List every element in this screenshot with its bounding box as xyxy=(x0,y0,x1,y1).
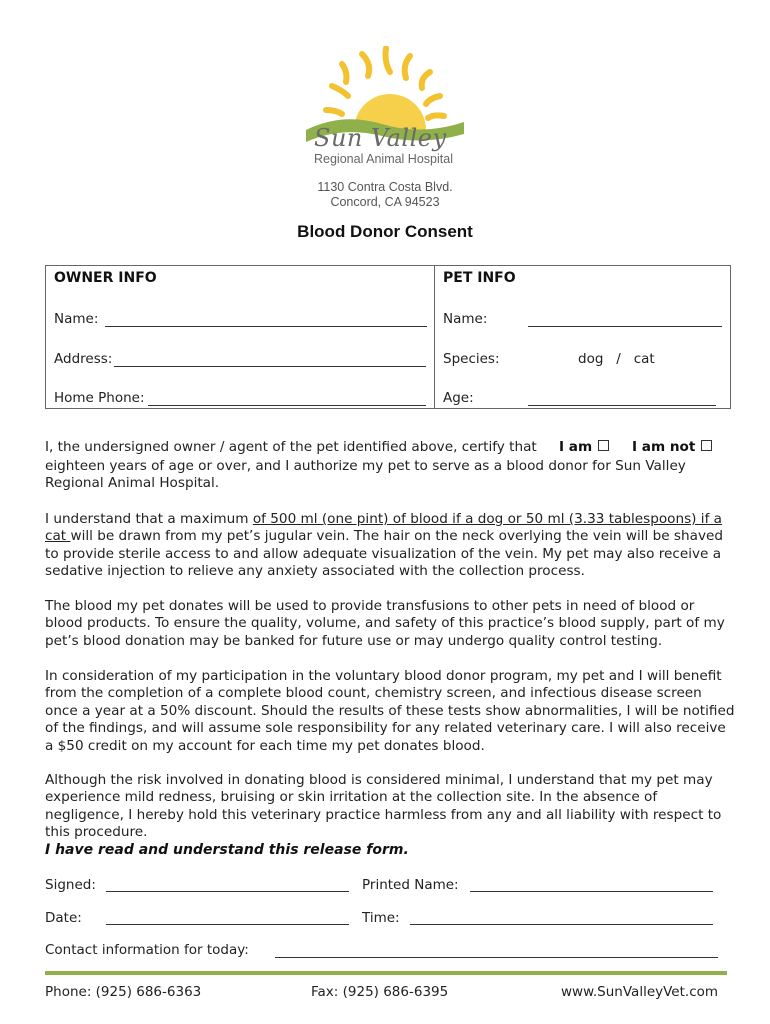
printed-name-field[interactable] xyxy=(470,891,713,892)
certify-text-continued: eighteen years of age or over, and I authorize my pet to serve as a blood donor for Sun Valley Regional Animal Hospital. xyxy=(45,458,686,492)
pet-species-label: Species: xyxy=(443,351,500,367)
owner-address-label: Address: xyxy=(54,351,113,367)
owner-name-label: Name: xyxy=(54,311,99,327)
page-title: Blood Donor Consent xyxy=(297,222,473,241)
footer-phone: Phone: (925) 686-6363 xyxy=(45,984,202,1000)
p1-underlined: of 500 ml (one pint) of blood if a dog or 50 ml (3.33 tablespoons) if a cat xyxy=(45,511,723,545)
paragraph-blood-volume xyxy=(45,511,735,581)
info-table xyxy=(45,265,731,409)
contact-label: Contact information for today: xyxy=(45,942,249,958)
footer-fax: Fax: (925) 686-6395 xyxy=(311,984,449,1000)
owner-name-field[interactable] xyxy=(105,326,427,327)
option-i-am-label: I am xyxy=(559,439,593,455)
pet-name-field[interactable] xyxy=(528,326,722,327)
certify-text: I, the undersigned owner / agent of the pet identified above, certify that xyxy=(45,439,537,455)
owner-info-header: OWNER INFO xyxy=(54,270,157,286)
p1-intro: I understand that a maximum xyxy=(45,511,253,527)
footer-website[interactable]: www.SunValleyVet.com xyxy=(561,984,719,1000)
pet-age-label: Age: xyxy=(443,390,474,406)
owner-phone-field[interactable] xyxy=(148,405,426,406)
checkbox-i-am-icon[interactable] xyxy=(598,440,609,451)
contact-field[interactable] xyxy=(275,957,718,958)
table-divider xyxy=(434,266,435,408)
date-field[interactable] xyxy=(106,924,349,925)
brand-name: Sun Valley xyxy=(314,124,447,152)
time-label: Time: xyxy=(362,910,400,926)
owner-address-field[interactable] xyxy=(114,366,426,367)
printed-name-label: Printed Name: xyxy=(362,877,459,893)
pet-info-header: PET INFO xyxy=(443,270,516,286)
signed-field[interactable] xyxy=(106,891,349,892)
paragraph-benefits: In consideration of my participation in the voluntary blood donor program, my pet and I will benefit from the completion of a complete blood count, chemistry screen, and infectious disease screen once a year at a 50% discount. Should the results of these tests show abnormalities, I will be notified of the findings, and will assume sole responsibility for any related veterinary care. I will also receive a $50 credit on my account for each time my pet donates blood. xyxy=(45,668,735,754)
owner-phone-label: Home Phone: xyxy=(54,390,145,406)
p1-rest: will be drawn from my pet’s jugular vein. The hair on the neck overlying the vein will be shaved to provide sterile access to and allow adequate visualization of the vein. My pet may also receive a sedative injection to relieve any anxiety associated with the collection process. xyxy=(45,528,724,580)
pet-species-options[interactable]: dog / cat xyxy=(578,351,655,367)
paragraph-risk: Although the risk involved in donating blood is considered minimal, I understand that my pet may experience mild redness, bruising or skin irritation at the collection site. In the absence of negligence, I hereby hold this veterinary practice harmless from any and all liability with respect to this procedure. xyxy=(45,772,722,841)
address-line-1: 1130 Contra Costa Blvd. xyxy=(317,180,453,194)
option-i-am-not[interactable] xyxy=(632,439,712,455)
option-i-am-not-label: I am not xyxy=(632,439,696,455)
footer-divider xyxy=(45,971,727,975)
pet-name-label: Name: xyxy=(443,311,488,327)
paragraph-blood-use: The blood my pet donates will be used to provide transfusions to other pets in need of blood or blood products. To ensure the quality, volume, and safety of this practice’s blood supply, part of my pet’s blood donation may be banked for future use or may undergo quality control testing. xyxy=(45,598,725,649)
pet-age-field[interactable] xyxy=(528,405,716,406)
address-line-2: Concord, CA 94523 xyxy=(330,195,440,209)
option-i-am[interactable] xyxy=(559,439,609,455)
checkbox-i-am-not-icon[interactable] xyxy=(701,440,712,451)
acknowledgement: I have read and understand this release form. xyxy=(45,842,409,858)
time-field[interactable] xyxy=(410,924,713,925)
date-label: Date: xyxy=(45,910,82,926)
brand-subtitle: Regional Animal Hospital xyxy=(314,152,453,166)
signed-label: Signed: xyxy=(45,877,96,893)
